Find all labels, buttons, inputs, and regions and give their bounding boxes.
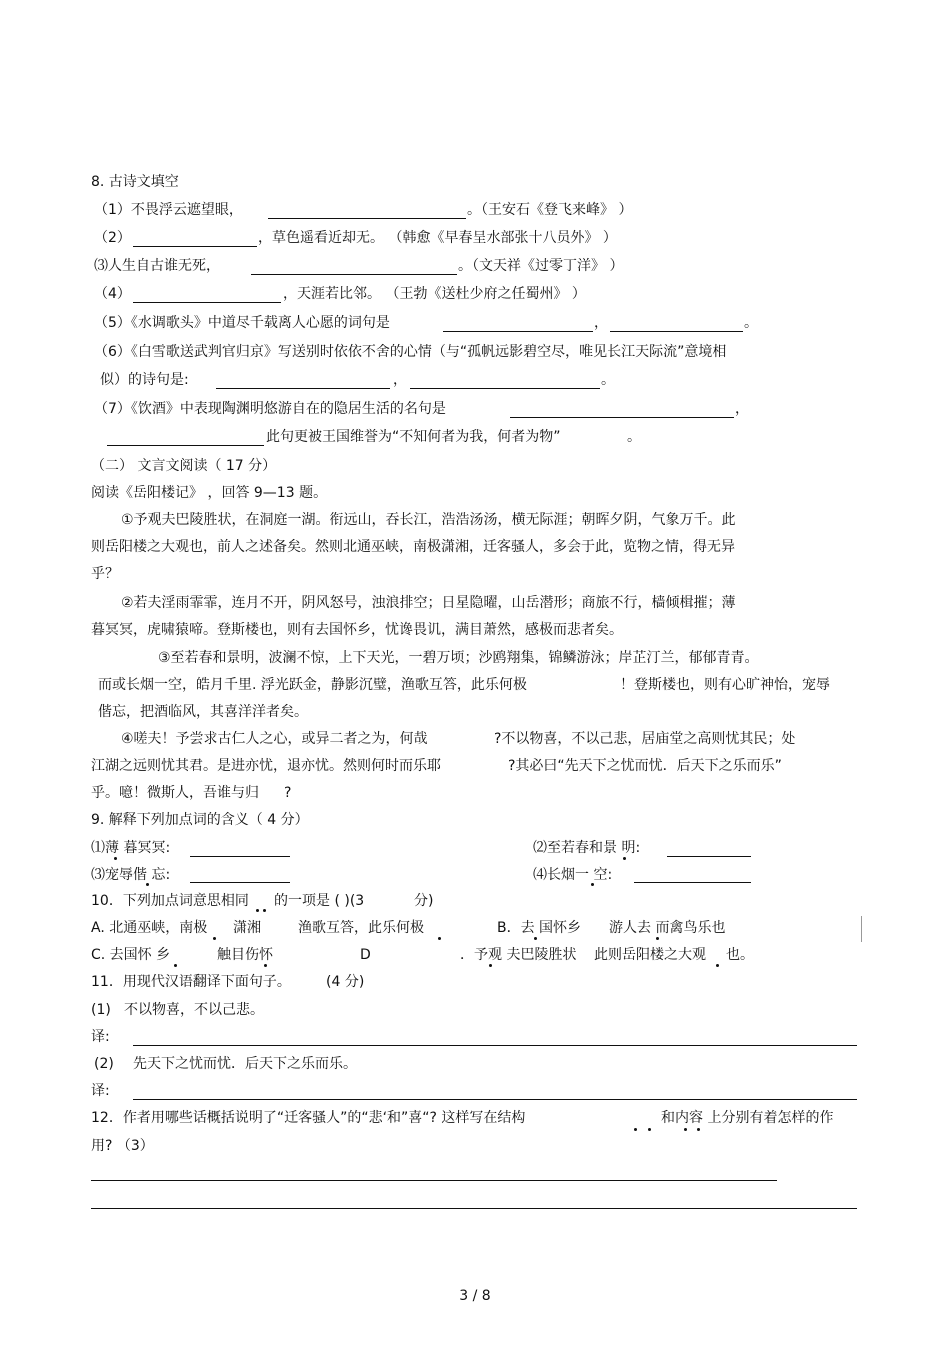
q10-option-b-dot1 (534, 937, 537, 940)
q10-option-d-dot1 (489, 964, 492, 967)
q12-answer-line2[interactable] (91, 1208, 857, 1209)
q8-item6-end: 。 (601, 372, 615, 388)
passage-p3-line2b: ！登斯楼也，则有心旷神怡，宠辱 (620, 677, 830, 693)
passage-p4-line2b: ?其必曰“先天下之忧而忧．后天下之乐而乐” (508, 758, 782, 774)
q8-item5-blank2[interactable] (610, 331, 743, 332)
q8-item2-suffix: ，草色遥看近却无。 （韩愈《早春呈水部张十八员外》 ） (258, 230, 617, 246)
q9-c-blank[interactable] (190, 882, 290, 883)
q9-c-emphasis-dot (146, 883, 149, 886)
q9-title: 9. 解释下列加点词的含义（ 4 分） (91, 812, 309, 828)
q8-item5-end: 。 (744, 315, 758, 331)
q10-title-dot1 (256, 909, 259, 912)
passage-p4-line2a: 江湖之远则忧其君。是进亦忧，退亦忧。然则何时而乐耶 (91, 758, 441, 774)
q10-option-c-dot2 (264, 964, 267, 967)
q8-item1-suffix: 。（王安石《登飞来峰》 ） (467, 202, 633, 218)
q8-item4-blank[interactable] (133, 302, 281, 303)
q8-item7-end: 。 (627, 429, 641, 445)
q9-b-label: ⑵至若春和景 明: (533, 840, 641, 856)
passage-p3-line1: ③至若春和景明，波澜不惊，上下天光，一碧万顷；沙鸥翔集，锦鳞游泳；岸芷汀兰，郁郁青青。 (158, 650, 759, 666)
q10-option-b-part2: 游人去 而禽鸟乐也 (609, 920, 726, 936)
passage-p1-line2: 则岳阳楼之大观也，前人之述备矣。然则北通巫峡，南极潇湘，迁客骚人，多会于此，览物之情，得无异 (91, 539, 735, 555)
q10-option-c-part2: 触目伤怀 (217, 947, 273, 963)
q12-line1a: 12．作者用哪些话概括说明了“迁客骚人”的“悲‘和”喜“? 这样写在结构 (91, 1110, 526, 1126)
q8-title: 8. 古诗文填空 (91, 174, 179, 190)
passage-p4-line3a: 乎。噫！微斯人，吾谁与归 (91, 785, 259, 801)
q8-item2-blank[interactable] (133, 246, 257, 247)
q11-sentence2-number: (2) (94, 1056, 114, 1072)
passage-p2-line1: ②若夫淫雨霏霏，连月不开，阴风怒号，浊浪排空；日星隐曜，山岳潜形；商旅不行，樯倾楫摧；薄 (121, 595, 736, 611)
q11-sentence1-number: (1) (91, 1002, 111, 1018)
q9-d-label: ⑷长烟一 空: (533, 867, 613, 883)
q8-item7-blank1[interactable] (510, 417, 734, 418)
q11-translate2-label: 译: (91, 1083, 110, 1099)
margin-rule (861, 916, 862, 942)
q12-dot4 (697, 1128, 700, 1131)
passage-p2-line2: 暮冥冥，虎啸猿啼。登斯楼也，则有去国怀乡，忧谗畏讥，满目萧然，感极而悲者矣。 (91, 622, 623, 638)
q10-option-a-dot1 (213, 937, 216, 940)
q9-a-blank[interactable] (190, 856, 290, 857)
q10-option-d-part3: 也。 (726, 947, 754, 963)
q8-item7-comma: ， (735, 401, 749, 417)
q10-option-b-part1: B．去 国怀乡 (497, 920, 582, 936)
q9-d-blank[interactable] (634, 882, 751, 883)
q9-d-emphasis-dot (591, 883, 594, 886)
q8-item7-blank2[interactable] (107, 445, 264, 446)
section2-instruction: 阅读《岳阳楼记》 ，回答 9—13 题。 (91, 485, 328, 501)
passage-p1-line1: ①予观夫巴陵胜状，在洞庭一湖。衔远山，吞长江，浩浩汤汤，横无际涯；朝晖夕阴，气象万千。此 (121, 512, 736, 528)
q10-option-a-part1: A. 北通巫峡，南极 (91, 920, 208, 936)
passage-p1-line3: 乎？ (91, 566, 119, 582)
q10-option-a-dot2 (438, 937, 441, 940)
q8-item3-suffix: 。（文天祥《过零丁洋》 ） (458, 258, 624, 274)
q12-line1b: 和内容 上分别有着怎样的作 (661, 1110, 834, 1126)
q8-item6-line2: 似）的诗句是: (100, 372, 189, 388)
q11-title-a: 11．用现代汉语翻译下面句子。 (91, 974, 291, 990)
q10-option-d-letter: D (360, 947, 371, 963)
q11-translate1-blank[interactable] (133, 1045, 857, 1046)
q9-b-emphasis-dot (623, 857, 626, 860)
q12-answer-line1[interactable] (91, 1180, 777, 1181)
q10-title-a: 10．下列加点词意思相同 (91, 893, 249, 909)
q9-a-emphasis-dot (114, 857, 117, 860)
q9-a-label: ⑴薄 暮冥冥: (91, 840, 171, 856)
q10-option-b-dot2 (656, 937, 659, 940)
q10-option-d-part1: ．予观 夫巴陵胜状 (460, 947, 577, 963)
q8-item5-blank1[interactable] (443, 331, 593, 332)
q12-line2: 用? （3） (91, 1138, 154, 1154)
q8-item3-blank[interactable] (251, 274, 457, 275)
q8-item4-suffix: ，天涯若比邻。 （王勃《送杜少府之任蜀州》 ） (283, 286, 586, 302)
q10-option-a-part3: 渔歌互答，此乐何极 (298, 920, 424, 936)
q11-translate1-label: 译: (91, 1029, 110, 1045)
q9-b-blank[interactable] (667, 856, 751, 857)
q8-item7-line2: 此句更被王国维誉为“不知何者为我，何者为物” (266, 429, 561, 445)
q10-option-a-part2: 潇湘 (233, 920, 261, 936)
q9-c-label: ⑶宠辱偕 忘: (91, 867, 171, 883)
q8-item6-comma: ， (393, 372, 407, 388)
q8-item3-prefix: ⑶人生自古谁无死， (94, 258, 220, 274)
q8-item6-blank2[interactable] (410, 388, 600, 389)
q8-item6-blank1[interactable] (216, 388, 390, 389)
q8-item6-line1: （6）《白雪歌送武判官归京》写送别时依依不舍的心情（与“孤帆远影碧空尽，唯见长江天际流”意境相 (94, 344, 727, 360)
q10-option-d-dot2 (716, 964, 719, 967)
q8-item2-prefix: （2） (94, 230, 131, 246)
q10-title-b: 的一项是 ( )(3 (274, 893, 365, 909)
passage-p4-line1b: ?不以物喜，不以己悲，居庙堂之高则忧其民；处 (494, 731, 796, 747)
q10-option-c-dot1 (174, 964, 177, 967)
q10-option-c-part1: C. 去国怀 乡 (91, 947, 171, 963)
q8-item1-blank[interactable] (268, 218, 466, 219)
q11-translate2-blank[interactable] (133, 1099, 857, 1100)
q12-dot1 (634, 1128, 637, 1131)
q8-item4-prefix: （4） (94, 286, 131, 302)
q8-item1-prefix: （1）不畏浮云遮望眼， (94, 202, 243, 218)
q10-option-d-part2: 此则岳阳楼之大观 (594, 947, 706, 963)
passage-p4-line3b: ? (284, 785, 292, 801)
page-number: 3 / 8 (459, 1288, 491, 1304)
q8-item5-text: （5）《水调歌头》中道尽千载离人心愿的词句是 (94, 315, 390, 331)
q11-sentence2: 先天下之忧而忧．后天下之乐而乐。 (133, 1056, 357, 1072)
passage-p3-line3: 偕忘，把酒临风，其喜洋洋者矣。 (98, 704, 308, 720)
q11-title-b: (4 分) (326, 974, 365, 990)
section2-heading: （二） 文言文阅读（ 17 分） (91, 458, 277, 474)
q10-title-dot2 (263, 909, 266, 912)
q8-item5-comma: ， (594, 315, 608, 331)
q8-item7-line1: （7）《饮酒》中表现陶渊明悠游自在的隐居生活的名句是 (94, 401, 446, 417)
q12-dot2 (648, 1128, 651, 1131)
q10-title-c: 分) (414, 893, 434, 909)
q11-sentence1: 不以物喜，不以己悲。 (124, 1002, 264, 1018)
passage-p3-line2a: 而或长烟一空，皓月千里. 浮光跃金，静影沉璧，渔歌互答，此乐何极 (98, 677, 527, 693)
q12-dot3 (684, 1128, 687, 1131)
passage-p4-line1a: ④嗟夫！予尝求古仁人之心，或异二者之为，何哉 (121, 731, 428, 747)
